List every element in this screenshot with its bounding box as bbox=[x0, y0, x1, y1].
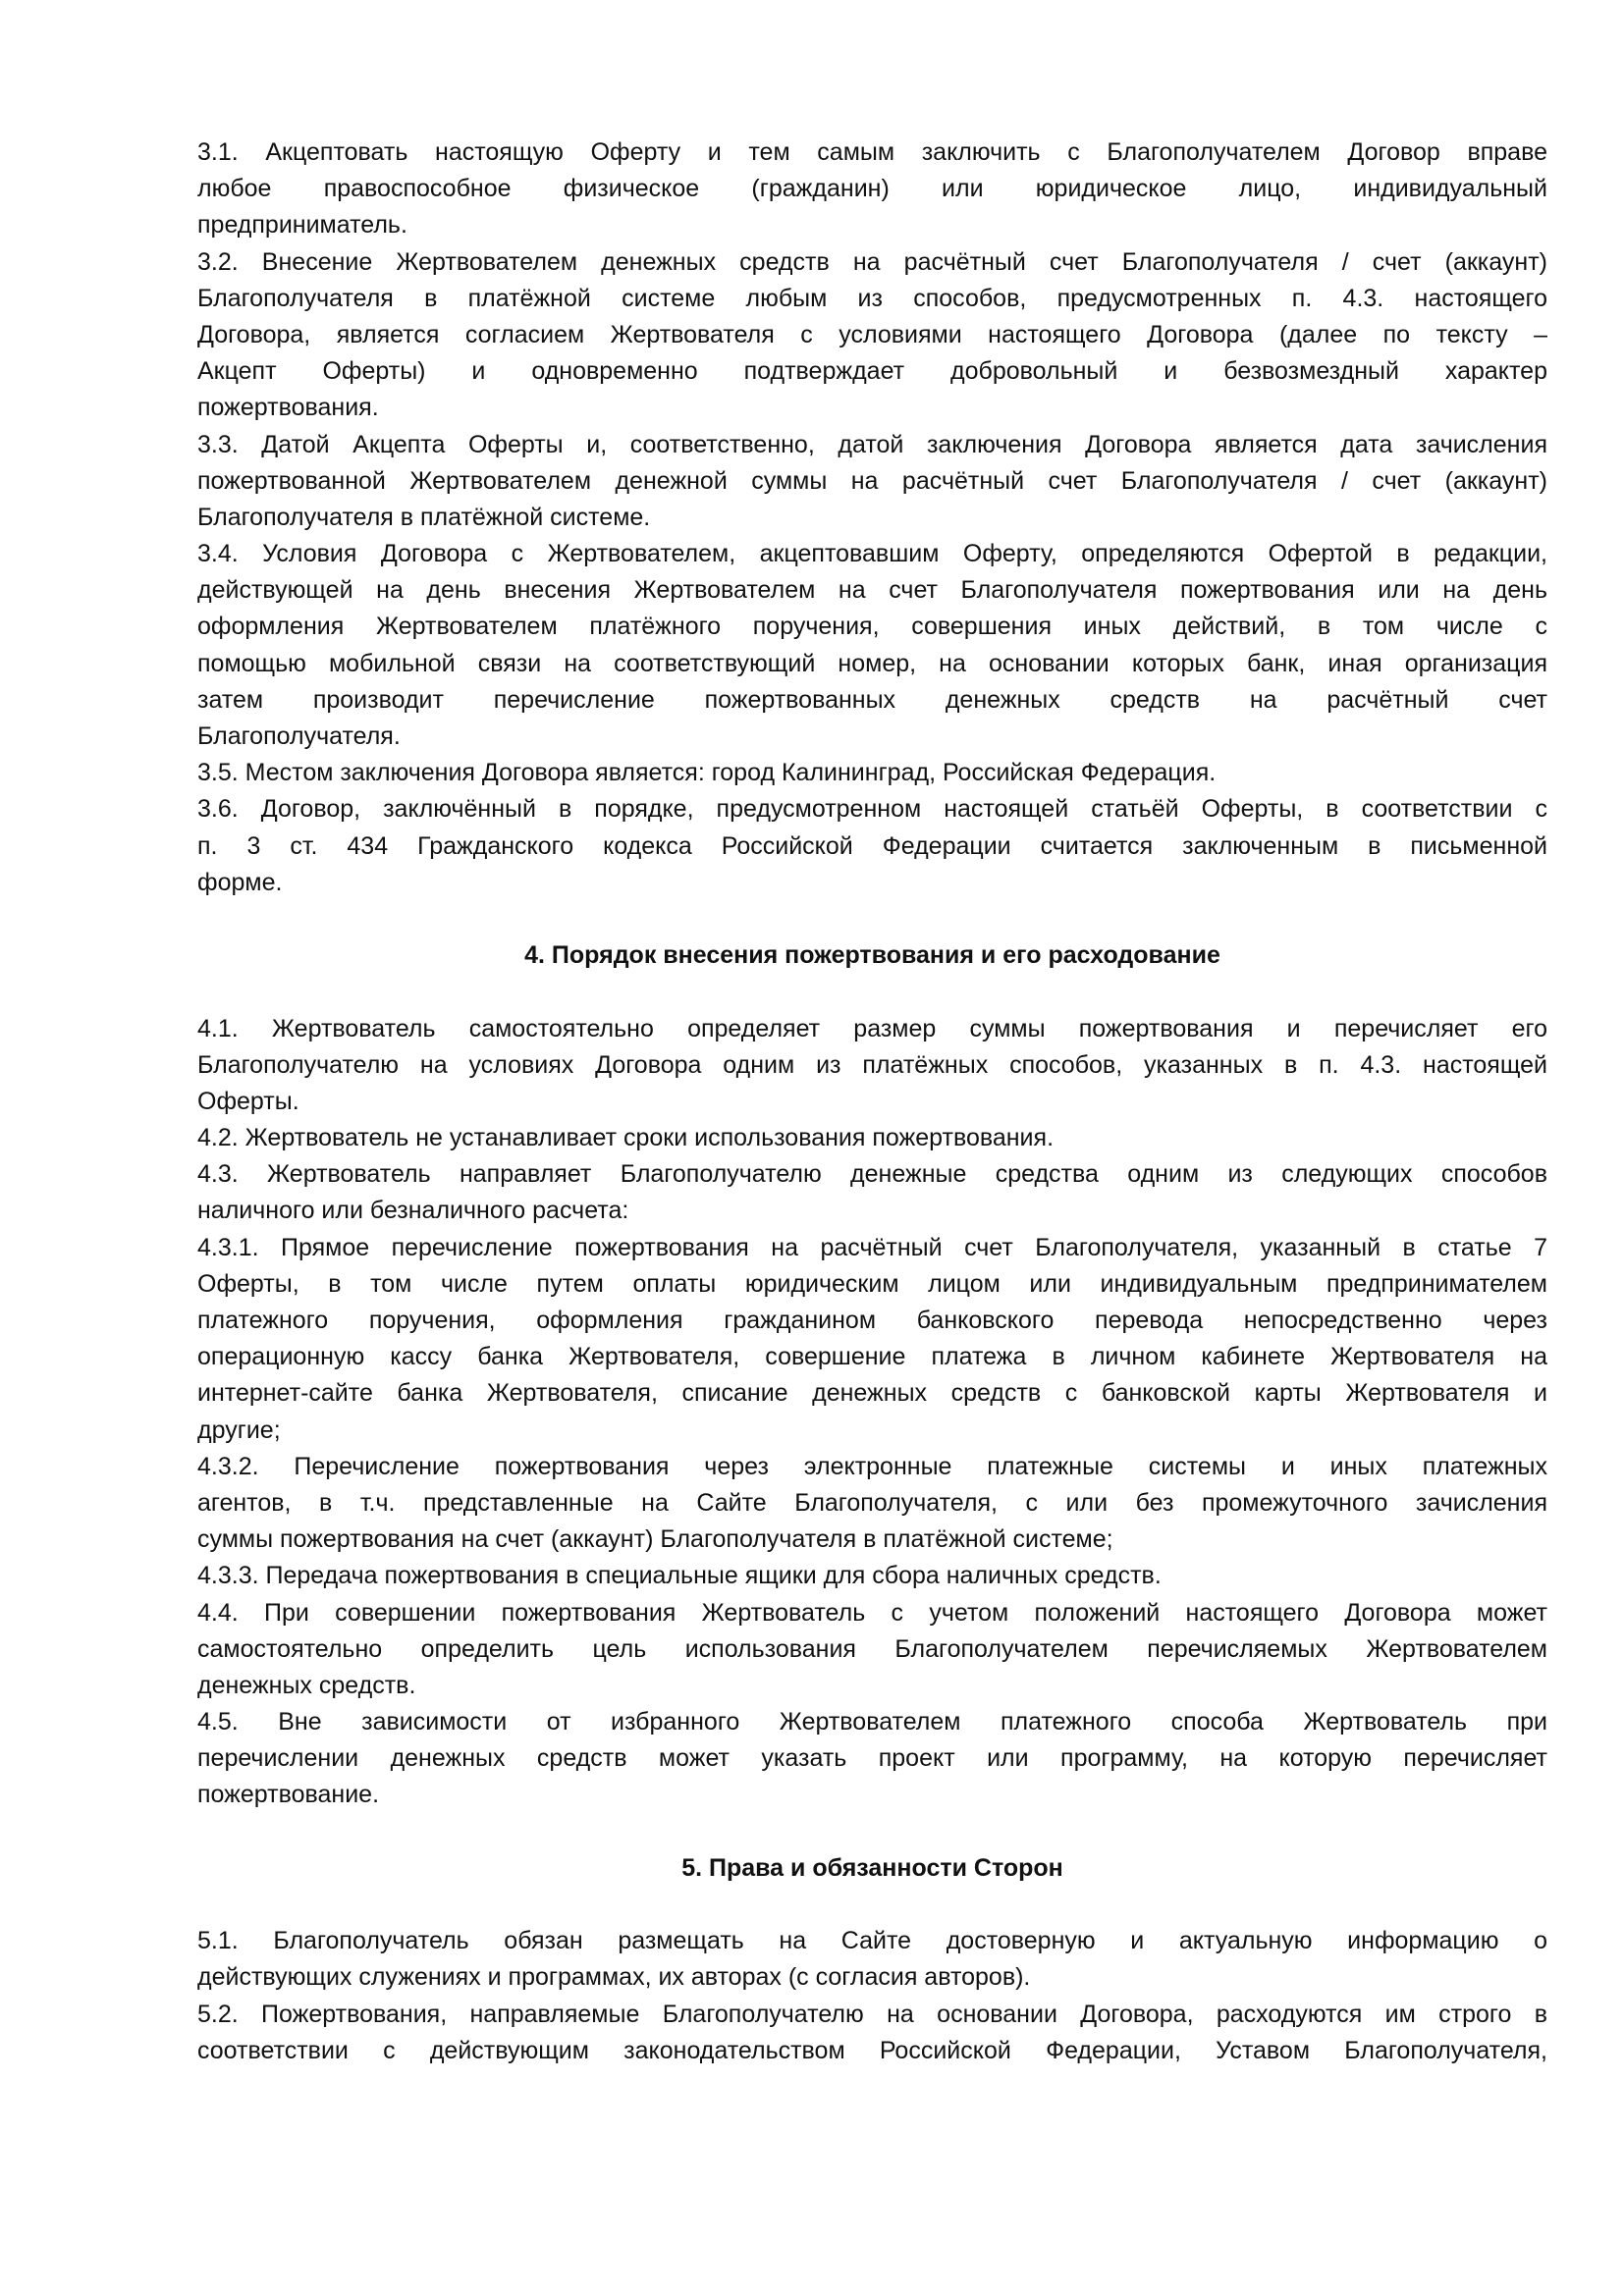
text-line: другие; bbox=[197, 1415, 281, 1444]
text-line: 3.5. Местом заключения Договора является: город Калининград, Российская Федерация. bbox=[197, 759, 1217, 787]
text-line: Благополучателя в платёжной системе любым из способов, предусмотренных п. 4.3. настоящего bbox=[197, 284, 1547, 312]
section-heading: 4. Порядок внесения пожертвования и его расходование bbox=[524, 941, 1220, 970]
text-line: 4.5. Вне зависимости от избранного Жертвователем платежного способа Жертвователь при bbox=[197, 1708, 1547, 1736]
text-line: пожертвования. bbox=[197, 394, 379, 422]
text-line: 4.1. Жертвователь самостоятельно определяет размер суммы пожертвования и перечисляет его bbox=[197, 1014, 1547, 1042]
text-line: Благополучателю на условиях Договора одним из платёжных способов, указанных в п. 4.3. настоящей bbox=[197, 1050, 1547, 1079]
text-line: пожертвование. bbox=[197, 1781, 380, 1809]
text-line: 3.2. Внесение Жертвователем денежных средств на расчётный счет Благополучателя / счет (аккаунт) bbox=[197, 247, 1547, 276]
text-line: 4.4. При совершении пожертвования Жертвователь с учетом положений настоящего Договора может bbox=[197, 1598, 1547, 1627]
clause-3-5 bbox=[197, 755, 1547, 791]
text-line: 4.3.1. Прямое перечисление пожертвования на расчётный счет Благополучателя, указанный в статье 7 bbox=[197, 1233, 1547, 1261]
text-line: Оферты, в том числе путем оплаты юридическим лицом или индивидуальным предпринимателем bbox=[197, 1269, 1547, 1298]
text-line: интернет-сайте банка Жертвователя, списание денежных средств с банковской карты Жертвователя и bbox=[197, 1379, 1547, 1408]
document-body bbox=[197, 134, 1547, 2069]
clause-4-4 bbox=[197, 1595, 1547, 1705]
text-line: любое правоспособное физическое (гражданин) или юридическое лицо, индивидуальный bbox=[197, 175, 1547, 203]
text-line: Оферты. bbox=[197, 1087, 299, 1115]
clause-4-3-1 bbox=[197, 1230, 1547, 1449]
spacer bbox=[197, 901, 1547, 937]
clause-3-6 bbox=[197, 791, 1547, 901]
clause-3-4 bbox=[197, 536, 1547, 755]
clause-4-5 bbox=[197, 1704, 1547, 1814]
text-line: п. 3 ст. 434 Гражданского кодекса Российской Федерации считается заключенным в письменной bbox=[197, 831, 1547, 860]
text-line: 3.4. Условия Договора с Жертвователем, акцептовавшим Оферту, определяются Офертой в редакции, bbox=[197, 540, 1547, 568]
text-line: наличного или безналичного расчета: bbox=[197, 1197, 629, 1225]
text-line: форме. bbox=[197, 868, 283, 896]
text-line: самостоятельно определить цель использования Благополучателем перечисляемых Жертвователем bbox=[197, 1634, 1547, 1663]
text-line: оформления Жертвователем платёжного поручения, совершения иных действий, в том числе с bbox=[197, 613, 1547, 641]
clause-3-2 bbox=[197, 244, 1547, 427]
text-line: 4.3.3. Передача пожертвования в специальные ящики для сбора наличных средств. bbox=[197, 1562, 1162, 1590]
text-line: 3.3. Датой Акцепта Оферты и, соответственно, датой заключения Договора является дата зачисления bbox=[197, 430, 1547, 458]
clause-4-3-3 bbox=[197, 1558, 1547, 1594]
text-line: денежных средств. bbox=[197, 1671, 416, 1699]
text-line: действующей на день внесения Жертвователем на счет Благополучателя пожертвования или на день bbox=[197, 576, 1547, 605]
clause-4-1 bbox=[197, 1011, 1547, 1121]
clause-4-3-2 bbox=[197, 1449, 1547, 1559]
text-line: 4.3.2. Перечисление пожертвования через электронные платежные системы и иных платежных bbox=[197, 1452, 1547, 1480]
text-line: 4.2. Жертвователь не устанавливает сроки использования пожертвования. bbox=[197, 1124, 1055, 1152]
clause-5-2 bbox=[197, 1997, 1547, 2069]
section-heading: 5. Права и обязанности Сторон bbox=[681, 1853, 1063, 1882]
text-line: 5.2. Пожертвования, направляемые Благополучателю на основании Договора, расходуются им строго в bbox=[197, 2000, 1547, 2028]
text-line: пожертвованной Жертвователем денежной суммы на расчётный счет Благополучателя / счет (аккаунт) bbox=[197, 466, 1547, 495]
spacer bbox=[197, 974, 1547, 1010]
text-line: Благополучателя в платёжной системе. bbox=[197, 503, 651, 531]
clause-4-2 bbox=[197, 1120, 1547, 1156]
text-line: предприниматель. bbox=[197, 211, 407, 240]
clause-4-3 bbox=[197, 1156, 1547, 1229]
text-line: затем производит перечисление пожертвованных денежных средств на расчётный счет bbox=[197, 685, 1547, 714]
spacer bbox=[197, 1814, 1547, 1850]
text-line: операционную кассу банка Жертвователя, совершение платежа в личном кабинете Жертвователя на bbox=[197, 1343, 1547, 1371]
text-line: Благополучателя. bbox=[197, 722, 401, 750]
text-line: суммы пожертвования на счет (аккаунт) Благополучателя в платёжной системе; bbox=[197, 1525, 1113, 1554]
text-line: 3.6. Договор, заключённый в порядке, предусмотренном настоящей статьёй Оферты, в соответствии с bbox=[197, 795, 1547, 824]
text-line: агентов, в т.ч. представленные на Сайте Благополучателя, с или без промежуточного зачисления bbox=[197, 1488, 1547, 1517]
text-line: соответствии с действующим законодательством Российской Федерации, Уставом Благополучателя, bbox=[197, 2036, 1547, 2064]
clause-3-3 bbox=[197, 427, 1547, 537]
text-line: 3.1. Акцептовать настоящую Оферту и тем самым заключить с Благополучателем Договор вправе bbox=[197, 138, 1547, 166]
spacer bbox=[197, 1887, 1547, 1923]
text-line: действующих служениях и программах, их авторах (с согласия авторов). bbox=[197, 1963, 1031, 1992]
clause-5-1 bbox=[197, 1923, 1547, 1996]
text-line: Договора, является согласием Жертвователя с условиями настоящего Договора (далее по тексту – bbox=[197, 320, 1547, 348]
text-line: 5.1. Благополучатель обязан размещать на Сайте достоверную и актуальную информацию о bbox=[197, 1927, 1547, 1955]
text-line: помощью мобильной связи на соответствующий номер, на основании которых банк, иная организация bbox=[197, 649, 1547, 677]
text-line: платежного поручения, оформления гражданином банковского перевода непосредственно через bbox=[197, 1307, 1547, 1334]
text-line: Акцепт Оферты) и одновременно подтверждает добровольный и безвозмездный характер bbox=[197, 357, 1547, 386]
text-line: 4.3. Жертвователь направляет Благополучателю денежные средства одним из следующих способов bbox=[197, 1160, 1547, 1189]
clause-3-1 bbox=[197, 134, 1547, 244]
text-line: перечислении денежных средств может указать проект или программу, на которую перечисляет bbox=[197, 1744, 1547, 1773]
